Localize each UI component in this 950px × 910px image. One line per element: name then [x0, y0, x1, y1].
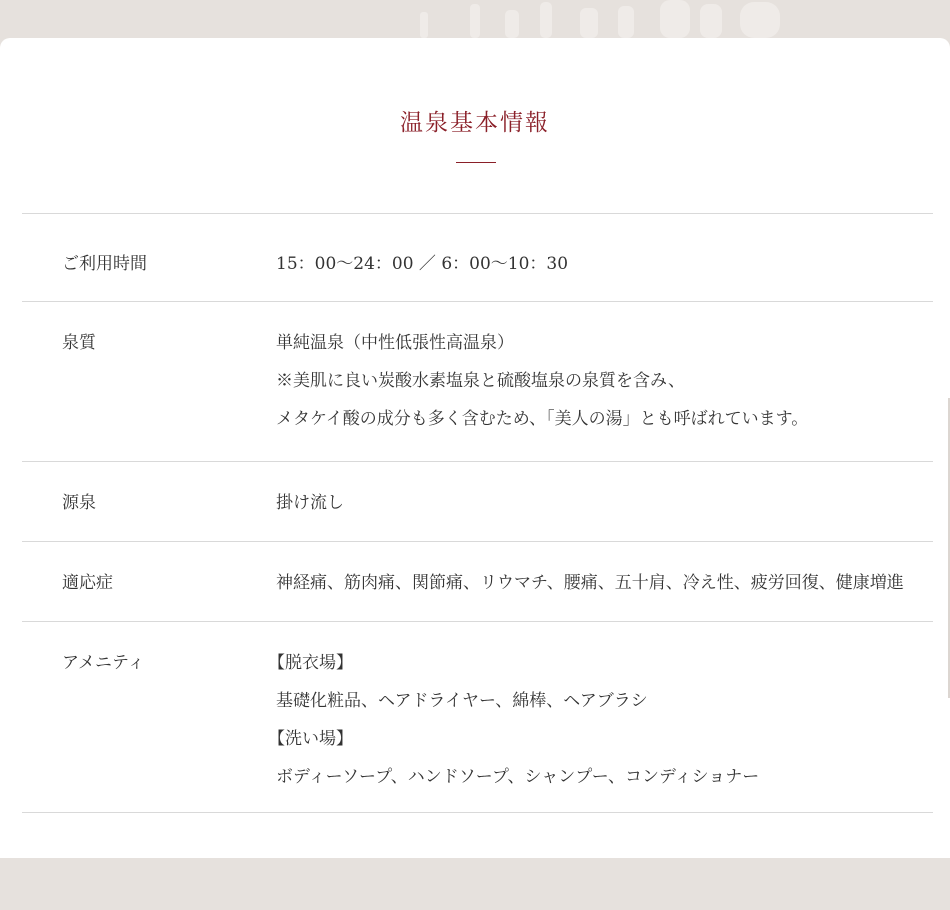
- title-underline: [456, 162, 496, 163]
- table-row-spring-quality: [22, 302, 933, 462]
- brush-texture-decoration: [0, 0, 950, 38]
- row-value: [276, 324, 933, 461]
- row-label: 適応症: [62, 573, 113, 593]
- table-row-source: [22, 462, 933, 542]
- spring-type-text: 単純温泉（中性低張性高温泉）: [276, 333, 514, 353]
- info-card: [0, 38, 950, 858]
- source-text: 掛け流し: [276, 493, 344, 513]
- row-value: [276, 564, 933, 621]
- amenity-list-text: ボディーソープ、ハンドソープ、シャンプー、コンディショナー: [276, 767, 760, 787]
- row-value: [276, 245, 933, 301]
- table-row-amenities: [22, 622, 933, 813]
- indications-text: 神経痛、筋肉痛、関節痛、リウマチ、腰痛、五十肩、冷え性、疲労回復、健康増進: [276, 573, 904, 593]
- row-label: 源泉: [62, 493, 96, 513]
- row-value: [276, 484, 933, 541]
- row-label: 泉質: [62, 333, 96, 353]
- info-table: [22, 213, 933, 813]
- table-row-hours: [22, 214, 933, 302]
- amenity-section-heading: 【脱衣場】: [268, 653, 353, 673]
- page-title: 温泉基本情報: [400, 110, 550, 136]
- amenity-list-text: 基礎化粧品、ヘアドライヤー、綿棒、ヘアブラシ: [276, 691, 648, 711]
- hours-text: 15：00〜24：00 ／ 6：00〜10：30: [276, 254, 569, 274]
- spring-note-text: メタケイ酸の成分も多く含むため、「美人の湯」とも呼ばれています。: [276, 409, 809, 429]
- row-label: ご利用時間: [62, 254, 147, 274]
- amenity-section-heading: 【洗い場】: [268, 729, 353, 749]
- spring-note-text: ※美肌に良い炭酸水素塩泉と硫酸塩泉の泉質を含み、: [276, 371, 686, 391]
- table-row-indications: [22, 542, 933, 622]
- row-label: アメニティ: [62, 653, 145, 673]
- top-decorative-band: [0, 0, 950, 38]
- bottom-band: [0, 858, 950, 910]
- row-value: [268, 644, 933, 812]
